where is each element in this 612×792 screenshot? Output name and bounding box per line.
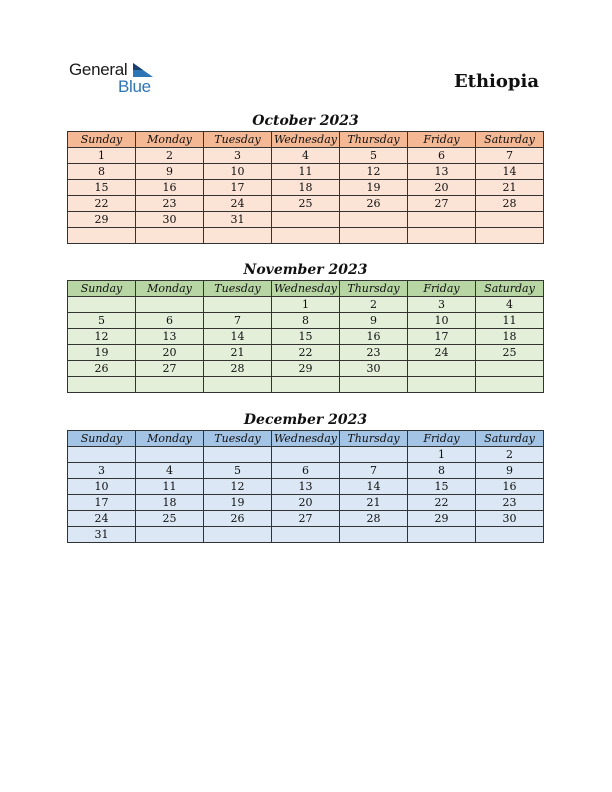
day-cell: 21 [204, 345, 272, 361]
day-cell: 7 [204, 313, 272, 329]
day-cell: 22 [68, 196, 136, 212]
day-cell [136, 228, 204, 244]
day-cell: 6 [272, 463, 340, 479]
weekday-header: Wednesday [272, 281, 340, 297]
day-cell [340, 212, 408, 228]
day-cell [408, 527, 476, 543]
country-title: Ethiopia [453, 71, 539, 92]
day-cell: 30 [136, 212, 204, 228]
day-cell: 25 [136, 511, 204, 527]
day-cell: 24 [68, 511, 136, 527]
week-row [68, 180, 544, 196]
day-cell: 25 [272, 196, 340, 212]
day-cell: 24 [204, 196, 272, 212]
day-cell [476, 361, 544, 377]
day-cell [136, 377, 204, 393]
day-cell [204, 377, 272, 393]
day-cell: 19 [204, 495, 272, 511]
weekday-header: Sunday [68, 431, 136, 447]
week-row [68, 511, 544, 527]
day-cell: 27 [136, 361, 204, 377]
week-row [68, 463, 544, 479]
weekday-header: Monday [136, 281, 204, 297]
day-cell: 23 [340, 345, 408, 361]
weekday-header: Sunday [68, 281, 136, 297]
weekday-header: Monday [136, 132, 204, 148]
day-cell: 1 [408, 447, 476, 463]
day-cell: 24 [408, 345, 476, 361]
day-cell: 29 [408, 511, 476, 527]
day-cell: 18 [272, 180, 340, 196]
day-cell: 16 [136, 180, 204, 196]
day-cell: 19 [68, 345, 136, 361]
day-cell: 3 [68, 463, 136, 479]
weekday-header: Wednesday [272, 431, 340, 447]
day-cell: 20 [136, 345, 204, 361]
week-row [68, 447, 544, 463]
day-cell: 29 [272, 361, 340, 377]
day-cell: 20 [272, 495, 340, 511]
day-cell: 23 [136, 196, 204, 212]
week-row [68, 228, 544, 244]
day-cell: 26 [340, 196, 408, 212]
day-cell: 22 [272, 345, 340, 361]
weekday-header: Thursday [340, 132, 408, 148]
day-cell: 9 [340, 313, 408, 329]
day-cell: 19 [340, 180, 408, 196]
day-cell [204, 228, 272, 244]
day-cell [408, 228, 476, 244]
week-row [68, 495, 544, 511]
day-cell: 28 [204, 361, 272, 377]
day-cell: 2 [476, 447, 544, 463]
month-title: November 2023 [243, 262, 368, 278]
day-cell: 2 [136, 148, 204, 164]
month-november [67, 260, 544, 393]
day-cell: 15 [68, 180, 136, 196]
weekday-header: Thursday [340, 281, 408, 297]
week-row [68, 297, 544, 313]
weekday-header: Tuesday [204, 281, 272, 297]
weekday-header: Monday [136, 431, 204, 447]
day-cell: 14 [476, 164, 544, 180]
day-cell: 5 [340, 148, 408, 164]
day-cell: 14 [340, 479, 408, 495]
day-cell [68, 297, 136, 313]
logo-triangle-icon [133, 63, 153, 77]
day-cell [272, 228, 340, 244]
weekday-header: Thursday [340, 431, 408, 447]
day-cell: 11 [136, 479, 204, 495]
day-cell [272, 447, 340, 463]
day-cell: 10 [204, 164, 272, 180]
weekday-header: Tuesday [204, 132, 272, 148]
day-cell: 17 [68, 495, 136, 511]
day-cell: 12 [68, 329, 136, 345]
calendar-table [67, 430, 544, 543]
day-cell: 7 [476, 148, 544, 164]
day-cell: 26 [68, 361, 136, 377]
day-cell: 7 [340, 463, 408, 479]
weekday-header: Saturday [476, 281, 544, 297]
day-cell [204, 447, 272, 463]
weekday-header: Saturday [476, 132, 544, 148]
day-cell: 9 [476, 463, 544, 479]
day-cell: 22 [408, 495, 476, 511]
day-cell [340, 527, 408, 543]
day-cell: 28 [476, 196, 544, 212]
week-row [68, 313, 544, 329]
day-cell: 25 [476, 345, 544, 361]
weekday-header: Friday [408, 132, 476, 148]
weekday-header-row [68, 132, 544, 148]
day-cell: 11 [272, 164, 340, 180]
day-cell [204, 527, 272, 543]
day-cell: 1 [68, 148, 136, 164]
week-row [68, 212, 544, 228]
day-cell: 13 [136, 329, 204, 345]
day-cell: 17 [204, 180, 272, 196]
weekday-header: Wednesday [272, 132, 340, 148]
week-row [68, 345, 544, 361]
day-cell: 30 [476, 511, 544, 527]
week-row [68, 148, 544, 164]
day-cell [340, 228, 408, 244]
day-cell: 27 [272, 511, 340, 527]
day-cell: 28 [340, 511, 408, 527]
day-cell: 21 [340, 495, 408, 511]
day-cell: 15 [272, 329, 340, 345]
day-cell: 15 [408, 479, 476, 495]
day-cell: 21 [476, 180, 544, 196]
month-title: December 2023 [243, 412, 368, 428]
week-row [68, 196, 544, 212]
day-cell: 9 [136, 164, 204, 180]
logo-word-general: General [69, 60, 128, 79]
day-cell: 18 [136, 495, 204, 511]
day-cell [476, 228, 544, 244]
day-cell: 30 [340, 361, 408, 377]
general-blue-logo [69, 60, 169, 100]
day-cell: 4 [136, 463, 204, 479]
day-cell [136, 447, 204, 463]
weekday-header: Friday [408, 431, 476, 447]
day-cell: 3 [204, 148, 272, 164]
day-cell [340, 447, 408, 463]
week-row [68, 479, 544, 495]
week-row [68, 527, 544, 543]
day-cell [476, 527, 544, 543]
day-cell [68, 228, 136, 244]
weekday-header-row [68, 281, 544, 297]
day-cell: 4 [272, 148, 340, 164]
day-cell: 2 [340, 297, 408, 313]
day-cell: 27 [408, 196, 476, 212]
day-cell: 20 [408, 180, 476, 196]
week-row [68, 164, 544, 180]
day-cell: 26 [204, 511, 272, 527]
day-cell [408, 377, 476, 393]
day-cell: 31 [68, 527, 136, 543]
day-cell: 13 [272, 479, 340, 495]
week-row [68, 329, 544, 345]
day-cell: 31 [204, 212, 272, 228]
day-cell: 10 [68, 479, 136, 495]
day-cell [476, 377, 544, 393]
month-title: October 2023 [252, 113, 359, 129]
day-cell [476, 212, 544, 228]
month-october [67, 111, 544, 244]
day-cell [340, 377, 408, 393]
day-cell: 12 [340, 164, 408, 180]
day-cell: 8 [272, 313, 340, 329]
calendar-table [67, 280, 544, 393]
day-cell: 11 [476, 313, 544, 329]
day-cell [204, 297, 272, 313]
calendar-table [67, 131, 544, 244]
month-december [67, 410, 544, 543]
weekday-header: Friday [408, 281, 476, 297]
day-cell [272, 377, 340, 393]
day-cell [272, 212, 340, 228]
day-cell: 6 [408, 148, 476, 164]
weekday-header-row [68, 431, 544, 447]
day-cell: 17 [408, 329, 476, 345]
day-cell: 16 [340, 329, 408, 345]
day-cell: 10 [408, 313, 476, 329]
weekday-header: Saturday [476, 431, 544, 447]
day-cell [68, 447, 136, 463]
week-row [68, 377, 544, 393]
day-cell: 23 [476, 495, 544, 511]
day-cell [272, 527, 340, 543]
day-cell [408, 361, 476, 377]
day-cell: 1 [272, 297, 340, 313]
day-cell: 5 [204, 463, 272, 479]
day-cell [136, 527, 204, 543]
day-cell: 18 [476, 329, 544, 345]
day-cell: 13 [408, 164, 476, 180]
weekday-header: Tuesday [204, 431, 272, 447]
logo-word-blue: Blue [118, 77, 151, 96]
day-cell: 29 [68, 212, 136, 228]
week-row [68, 361, 544, 377]
day-cell: 3 [408, 297, 476, 313]
day-cell: 12 [204, 479, 272, 495]
weekday-header: Sunday [68, 132, 136, 148]
day-cell [136, 297, 204, 313]
day-cell: 8 [68, 164, 136, 180]
day-cell: 6 [136, 313, 204, 329]
day-cell [408, 212, 476, 228]
day-cell: 4 [476, 297, 544, 313]
day-cell: 5 [68, 313, 136, 329]
day-cell: 8 [408, 463, 476, 479]
day-cell [68, 377, 136, 393]
day-cell: 14 [204, 329, 272, 345]
day-cell: 16 [476, 479, 544, 495]
